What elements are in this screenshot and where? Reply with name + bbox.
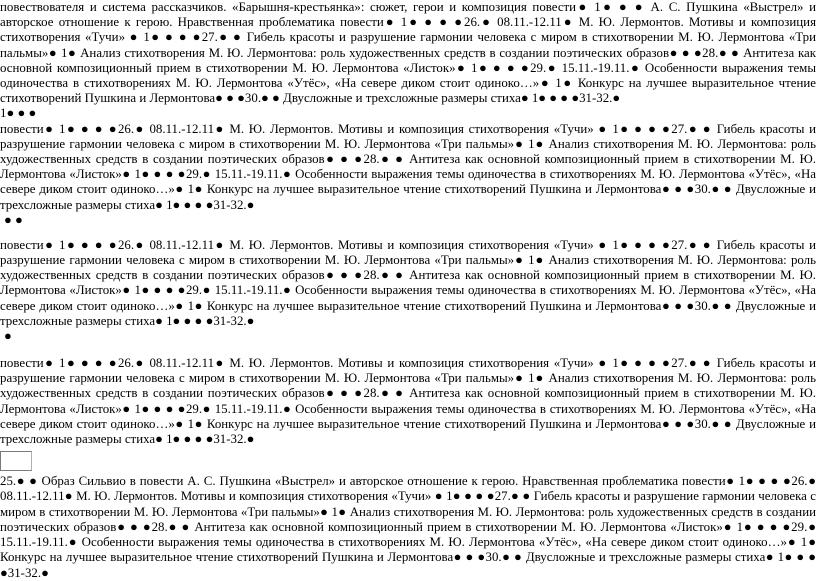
intro-paragraph: повествователя и система рассказчиков. «Барышня-крестьянка»: сюжет, герои и композиция повести● 1● ● ● А. С. Пушкина «Выстрел» и авторское отношение к герою. Нравственная проблематика повести● 1● ● ● ●26.● 08.11.-12.11● М. Ю. Лермонтов. Мотивы и композиция стихотворения «Тучи» ● 1● ● ● ●27.● ● Гибель красоты и разрушение гармонии человека с миром в стихотворении М. Ю. Лермонтова «Три пальмы»● 1● Анализ стихотворения М. Ю. Лермонтова: роль художественных средств в создании поэтических образов● ● ●28.● ● Антитеза как основной композиционный прием в стихотворении М. Ю. Лермонтова «Листок»● 1● ● ● ●29.● 15.11.-19.11.● Особенности выражения темы одиночества в стихотворениях М. Ю. Лермонтова «Утёс», «На севере диком стоит одиноко…»● 1● Конкурс на лучшее выразительное чтение стихотворений Пушкина и Лермонтова● ● ●30.● ● Двусложные и трехсложные размеры стиха● 1● ● ● ●31-32.●	[0, 0, 816, 106]
repeat-paragraph-2: повести● 1● ● ● ●26.● 08.11.-12.11● М. Ю. Лермонтов. Мотивы и композиция стихотворения «Тучи» ● 1● ● ● ●27.● ● Гибель красоты и разрушение гармонии человека с миром в стихотворении М. Ю. Лермонтова «Три пальмы»● 1● Анализ стихотворения М. Ю. Лермонтова: роль художественных средств в создании поэтических образов● ● ●28.● ● Антитеза как основной композиционный прием в стихотворении М. Ю. Лермонтова «Листок»● 1● ● ● ●29.● 15.11.-19.11.● Особенности выражения темы одиночества в стихотворениях М. Ю. Лермонтова «Утёс», «На севере диком стоит одиноко…»● 1● Конкурс на лучшее выразительное чтение стихотворений Пушкина и Лермонтова● ● ●30.● ● Двусложные и трехсложные размеры стиха● 1● ● ● ●31-32.●	[0, 237, 816, 328]
final-paragraph: 25.● ● Образ Сильвио в повести А. С. Пушкина «Выстрел» и авторское отношение к герою. Нравственная проблематика повести● 1● ● ● ●26.● 08.11.-12.11● М. Ю. Лермонтов. Мотивы и композиция стихотворения «Тучи» ● 1● ● ● ●27.● ● Гибель красоты и разрушение гармонии человека с миром в стихотворении М. Ю. Лермонтова «Три пальмы»● 1● Анализ стихотворения М. Ю. Лермонтова: роль художественных средств в создании поэтических образов● ● ●28.● ● Антитеза как основной композиционный прием в стихотворении М. Ю. Лермонтова «Листок»● 1● ● ● ●29.● 15.11.-19.11.● Особенности выражения темы одиночества в стихотворениях М. Ю. Лермонтова «Утёс», «На севере диком стоит одиноко…»● 1● Конкурс на лучшее выразительное чтение стихотворений Пушкина и Лермонтова● ● ●30.● ● Двусложные и трехсложные размеры стиха● 1● ● ● ●31-32.●	[0, 474, 816, 580]
spacer	[0, 344, 816, 356]
bullet-line-2: ●	[4, 329, 12, 344]
spacer	[0, 228, 816, 238]
empty-image-placeholder	[0, 451, 32, 471]
bullet-line-1: ● ●	[4, 212, 23, 227]
repeat-paragraph-1: повести● 1● ● ● ●26.● 08.11.-12.11● М. Ю. Лермонтов. Мотивы и композиция стихотворения «Тучи» ● 1● ● ● ●27.● ● Гибель красоты и разрушение гармонии человека с миром в стихотворении М. Ю. Лермонтова «Три пальмы»● 1● Анализ стихотворения М. Ю. Лермонтова: роль художественных средств в создании поэтических образов● ● ●28.● ● Антитеза как основной композиционный прием в стихотворении М. Ю. Лермонтова «Листок»● 1● ● ● ●29.● 15.11.-19.11.● Особенности выражения темы одиночества в стихотворениях М. Ю. Лермонтова «Утёс», «На севере диком стоит одиноко…»● 1● Конкурс на лучшее выразительное чтение стихотворений Пушкина и Лермонтова● ● ●30.● ● Двусложные и трехсложные размеры стиха● 1● ● ● ●31-32.●	[0, 121, 816, 212]
center-bullet-line: 1● ● ●	[0, 106, 37, 121]
repeat-paragraph-3: повести● 1● ● ● ●26.● 08.11.-12.11● М. Ю. Лермонтов. Мотивы и композиция стихотворения «Тучи» ● 1● ● ● ●27.● ● Гибель красоты и разрушение гармонии человека с миром в стихотворении М. Ю. Лермонтова «Три пальмы»● 1● Анализ стихотворения М. Ю. Лермонтова: роль художественных средств в создании поэтических образов● ● ●28.● ● Антитеза как основной композиционный прием в стихотворении М. Ю. Лермонтова «Листок»● 1● ● ● ●29.● 15.11.-19.11.● Особенности выражения темы одиночества в стихотворениях М. Ю. Лермонтова «Утёс», «На севере диком стоит одиноко…»● 1● Конкурс на лучшее выразительное чтение стихотворений Пушкина и Лермонтова● ● ●30.● ● Двусложные и трехсложные размеры стиха● 1● ● ● ●31-32.●	[0, 356, 816, 447]
